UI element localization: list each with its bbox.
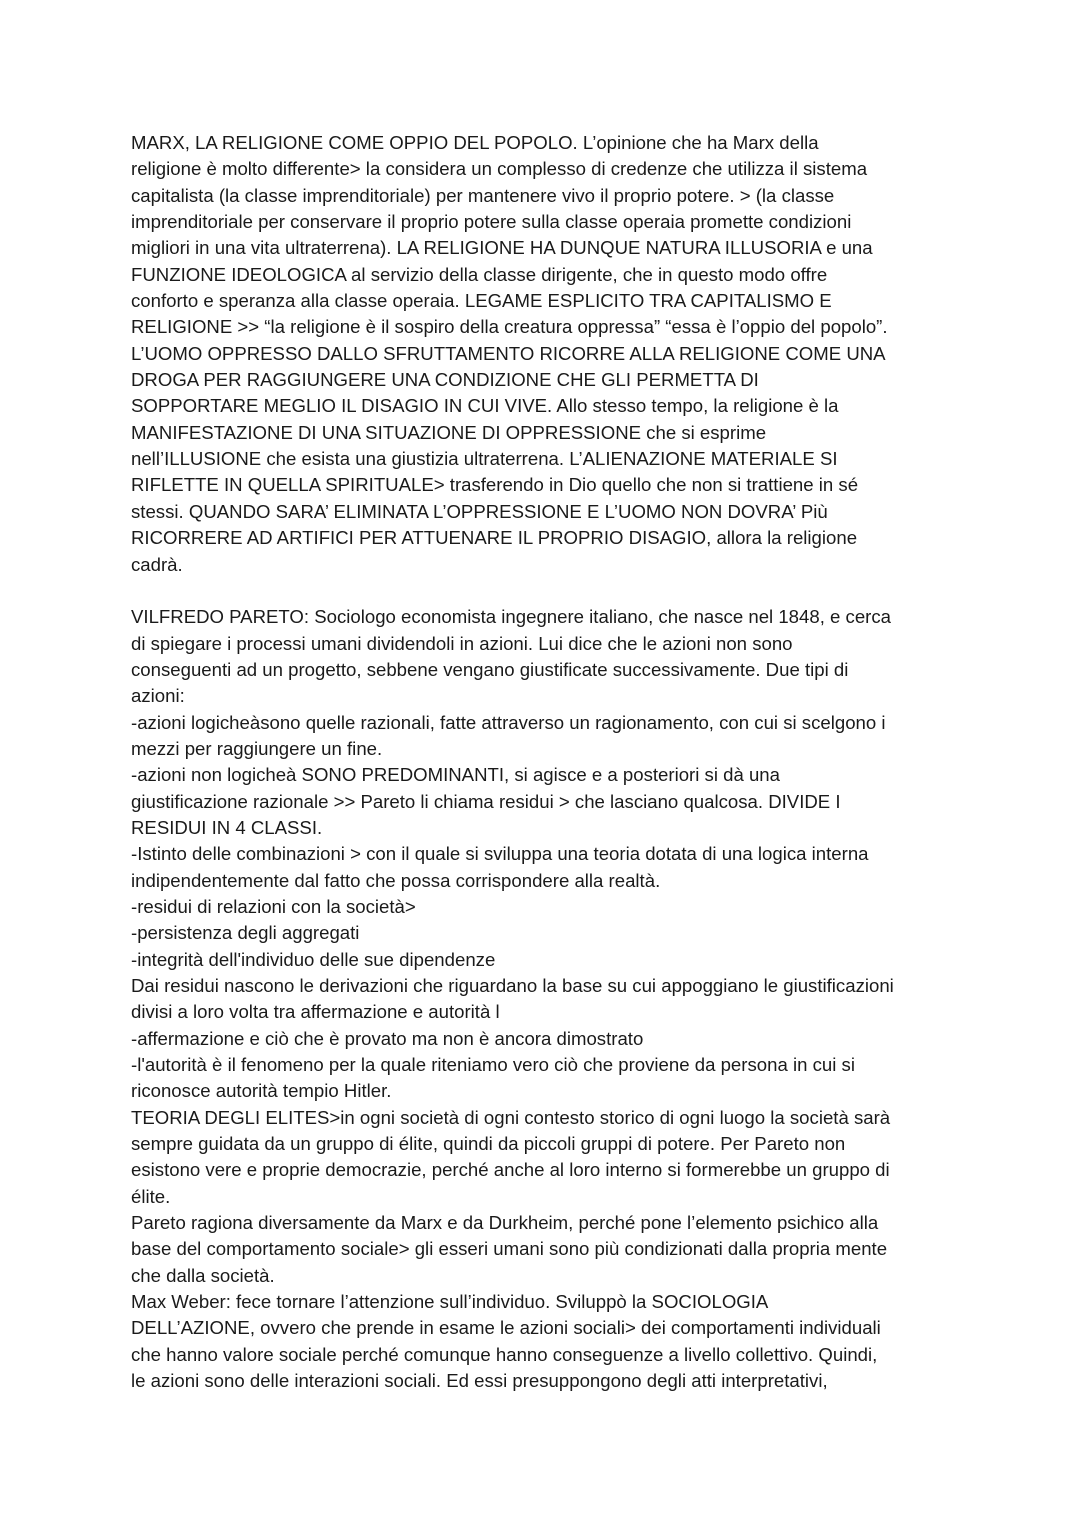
text-line: Pareto ragiona diversamente da Marx e da Durkheim, perché pone l’elemento psichico alla: [131, 1212, 879, 1234]
text-line: RELIGIONE >> “la religione è il sospiro della creatura oppressa” “essa è l’oppio del popolo”.: [131, 316, 888, 338]
text-line: -l'autorità è il fenomeno per la quale riteniamo vero ciò che proviene da persona in cui si: [131, 1054, 855, 1076]
text-line: SOPPORTARE MEGLIO IL DISAGIO IN CUI VIVE. Allo stesso tempo, la religione è la: [131, 395, 839, 417]
text-line: Max Weber: fece tornare l’attenzione sull’individuo. Sviluppò la SOCIOLOGIA: [131, 1291, 769, 1313]
text-line: giustificazione razionale >> Pareto li chiama residui > che lasciano qualcosa. DIVIDE I: [131, 790, 841, 812]
text-line: che dalla società.: [131, 1264, 275, 1286]
text-line: élite.: [131, 1185, 171, 1207]
text-line: base del comportamento sociale> gli esseri umani sono più condizionati dalla propria mente: [131, 1238, 888, 1260]
text-line: RICORRERE AD ARTIFICI PER ATTUENARE IL PROPRIO DISAGIO, allora la religione: [131, 527, 858, 549]
paragraph-gap: [131, 578, 961, 604]
paragraph-marx: [131, 130, 961, 578]
text-line: -persistenza degli aggregati: [131, 922, 360, 944]
text-line: -Istinto delle combinazioni > con il quale si sviluppa una teoria dotata di una logica interna: [131, 843, 869, 865]
text-line: azioni:: [131, 685, 185, 707]
text-line: riconosce autorità tempio Hitler.: [131, 1080, 392, 1102]
text-line: le azioni sono delle interazioni sociali. Ed essi presuppongono degli atti interpretativi,: [131, 1370, 828, 1392]
text-line: migliori in una vita ultraterrena). LA RELIGIONE HA DUNQUE NATURA ILLUSORIA e una: [131, 237, 873, 259]
text-line: RESIDUI IN 4 CLASSI.: [131, 816, 323, 838]
text-line: indipendentemente dal fatto che possa corrispondere alla realtà.: [131, 869, 661, 891]
text-line: divisi a loro volta tra affermazione e autorità l: [131, 1001, 500, 1023]
text-line: -integrità dell'individuo delle sue dipendenze: [131, 948, 496, 970]
text-line: L’UOMO OPPRESSO DALLO SFRUTTAMENTO RICORRE ALLA RELIGIONE COME UNA: [131, 342, 886, 364]
text-line: religione è molto differente> la considera un complesso di credenze che utilizza il sistema: [131, 158, 868, 180]
text-line: esistono vere e proprie democrazie, perché anche al loro interno si formerebbe un gruppo di: [131, 1159, 890, 1181]
text-line: DELL’AZIONE, ovvero che prende in esame le azioni sociali> dei comportamenti individuali: [131, 1317, 881, 1339]
text-line: -azioni logicheàsono quelle razionali, fatte attraverso un ragionamento, con cui si scelgono i: [131, 711, 886, 733]
text-line: FUNZIONE IDEOLOGICA al servizio della classe dirigente, che in questo modo offre: [131, 263, 828, 285]
text-line: DROGA PER RAGGIUNGERE UNA CONDIZIONE CHE GLI PERMETTA DI: [131, 369, 759, 391]
text-line: capitalista (la classe imprenditoriale) per mantenere vivo il proprio potere. > (la classe: [131, 184, 835, 206]
text-line: mezzi per raggiungere un fine.: [131, 737, 383, 759]
text-line: stessi. QUANDO SARA’ ELIMINATA L’OPPRESSIONE E L’UOMO NON DOVRA’ Più: [131, 500, 828, 522]
text-line: nell’ILLUSIONE che esista una giustizia ultraterrena. L’ALIENAZIONE MATERIALE SI: [131, 448, 838, 470]
document-text: [131, 130, 961, 1395]
text-line: sempre guidata da un gruppo di élite, quindi da piccoli gruppi di potere. Per Pareto non: [131, 1133, 846, 1155]
text-line: RIFLETTE IN QUELLA SPIRITUALE> trasferendo in Dio quello che non si trattiene in sé: [131, 474, 859, 496]
text-line: cadrà.: [131, 553, 183, 575]
text-line: conforto e speranza alla classe operaia. LEGAME ESPLICITO TRA CAPITALISMO E: [131, 290, 832, 312]
text-line: MANIFESTAZIONE DI UNA SITUAZIONE DI OPPRESSIONE che si esprime: [131, 421, 767, 443]
text-line: Dai residui nascono le derivazioni che riguardano la base su cui appoggiano le giustificazioni: [131, 975, 894, 996]
text-line: TEORIA DEGLI ELITES>in ogni società di ogni contesto storico di ogni luogo la società sarà: [131, 1106, 891, 1128]
text-line: di spiegare i processi umani dividendoli in azioni. Lui dice che le azioni non sono: [131, 632, 793, 654]
text-line: conseguenti ad un progetto, sebbene vengano giustificate successivamente. Due tipi di: [131, 658, 849, 680]
text-line: che hanno valore sociale perché comunque hanno conseguenze a livello collettivo. Quindi,: [131, 1343, 878, 1365]
text-line: -residui di relazioni con la società>: [131, 895, 416, 917]
text-line: imprenditoriale per conservare il proprio potere sulla classe operaia promette condizioni: [131, 211, 852, 233]
text-line: VILFREDO PARETO: Sociologo economista ingegnere italiano, che nasce nel 1848, e cerca: [131, 606, 892, 628]
text-line: MARX, LA RELIGIONE COME OPPIO DEL POPOLO. L’opinione che ha Marx della: [131, 132, 819, 153]
paragraph-pareto: [131, 604, 961, 1394]
text-line: -azioni non logicheà SONO PREDOMINANTI, si agisce e a posteriori si dà una: [131, 764, 780, 786]
text-line: -affermazione e ciò che è provato ma non è ancora dimostrato: [131, 1027, 644, 1049]
